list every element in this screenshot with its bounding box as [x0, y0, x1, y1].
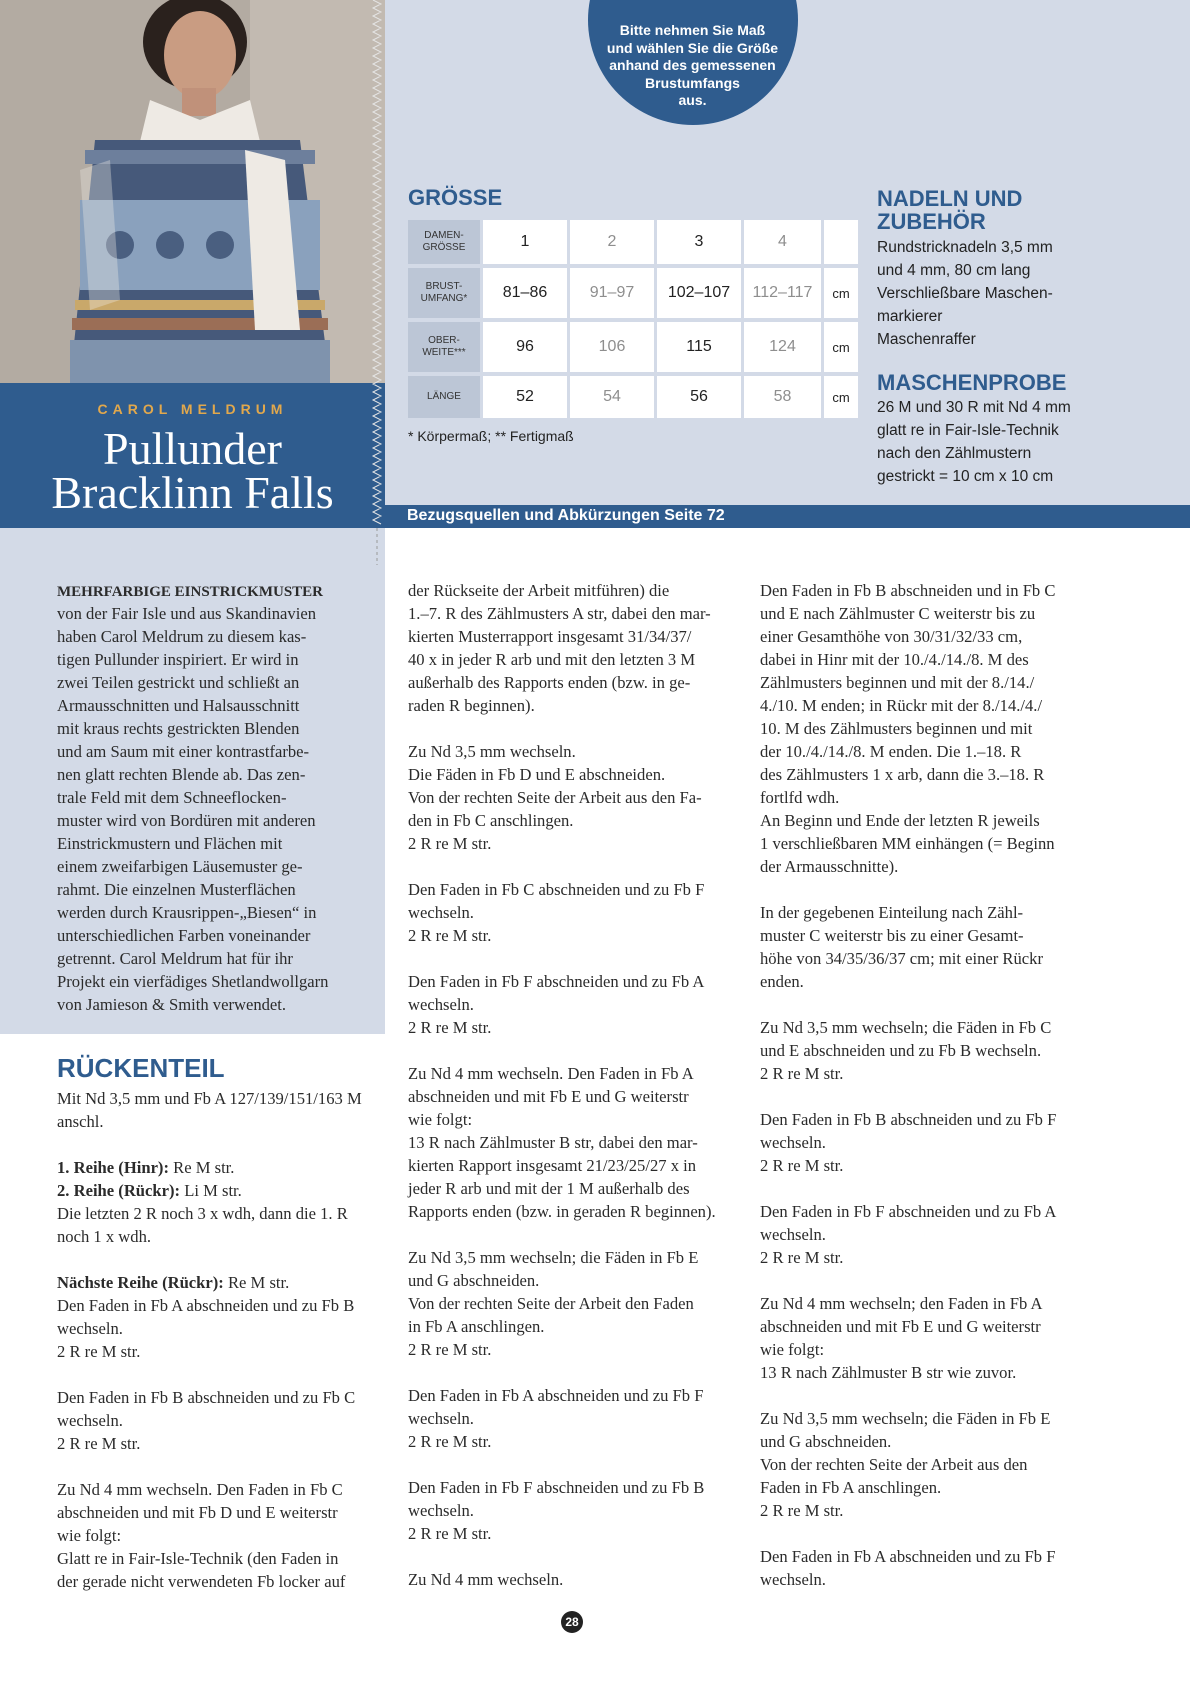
table-unit	[824, 220, 858, 264]
table-cell: 1	[483, 220, 567, 264]
table-cell: 81–86	[483, 268, 567, 318]
table-cell: 124	[744, 322, 821, 372]
table-cell: 54	[570, 376, 654, 418]
table-unit: cm	[824, 268, 858, 318]
table-unit: cm	[824, 322, 858, 372]
table-cell: 58	[744, 376, 821, 418]
author-name: CAROL MELDRUM	[97, 401, 288, 417]
needles-heading: NADELN UND ZUBEHÖR	[877, 186, 1023, 234]
gauge-heading: MASCHENPROBE	[877, 370, 1067, 395]
title-block	[0, 383, 385, 528]
table-cell: 52	[483, 376, 567, 418]
table-cell: 91–97	[570, 268, 654, 318]
table-cell: 115	[657, 322, 741, 372]
section-heading-back: RÜCKENTEIL	[57, 1053, 225, 1083]
instructions-column-2: der Rückseite der Arbeit mitführen) die 1.–7. R des Zählmusters A str, dabei den mar- kierten Musterrapport insgesamt 31/34/37/ 40 x in jeder R arb und mit den letzten 3 M außerhalb des Rapports enden (bzw. in ge- raden R beginnen). Zu Nd 3,5 mm wechseln. Die Fäden in Fb D und E abschneiden. Von der rechten Seite der Arbeit aus den Fa- den in Fb C anschlingen. 2 R re M str. Den Faden in Fb C abschneiden und zu Fb F wechseln. 2 R re M str. Den Faden in Fb F abschneiden und zu Fb A wechseln. 2 R re M str. Zu Nd 4 mm wechseln. Den Faden in Fb A abschneiden und mit Fb E und G weiterstr wie folgt: 13 R nach Zählmuster B str, dabei den mar- kierten Rapport insgesamt 21/23/25/27 x in jeder R arb und mit der 1 M außerhalb des Rapports enden (bzw. in geraden R beginnen). Zu Nd 3,5 mm wechseln; die Fäden in Fb E und G abschneiden. Von der rechten Seite der Arbeit den Faden in Fb A anschlingen. 2 R re M str. Den Faden in Fb A abschneiden und zu Fb F wechseln. 2 R re M str. Den Faden in Fb F abschneiden und zu Fb B wechseln. 2 R re M str. Zu Nd 4 mm wechseln.	[408, 581, 716, 1589]
table-cell: 56	[657, 376, 741, 418]
table-cell: 102–107	[657, 268, 741, 318]
gauge-text: 26 M und 30 R mit Nd 4 mm glatt re in Fair-Isle-Technik nach den Zählmustern gestrickt = 10 cm x 10 cm	[877, 399, 1071, 485]
table-row-label: OBER- WEITE***	[408, 322, 480, 372]
reference-bar	[385, 505, 1190, 528]
page-number: 28	[561, 1611, 583, 1633]
table-cell: 112–117	[744, 268, 821, 318]
back-instructions: Mit Nd 3,5 mm und Fb A 127/139/151/163 M anschl. 1. Reihe (Hinr): Re M str. 2. Reihe (Rückr): Li M str. Die letzten 2 R noch 3 x wdh, dann die 1. R noch 1 x wdh. Nächste Reihe (Rückr): Re M str. Den Faden in Fb A abschneiden und zu Fb B wechseln. 2 R re M str. Den Faden in Fb B abschneiden und zu Fb C wechseln. 2 R re M str. Zu Nd 4 mm wechseln. Den Faden in Fb C abschneiden und mit Fb D und E weiterstr wie folgt: Glatt re in Fair-Isle-Technik (den Faden in der gerade nicht verwendeten Fb locker auf	[57, 1089, 362, 1591]
table-cell: 4	[744, 220, 821, 264]
intro-text: MEHRFARBIGE EINSTRICKMUSTER von der Fair Isle und aus Skandinavien haben Carol Meldrum zu diesem kas- tigen Pullunder inspiriert. Er wird in zwei Teilen gestrickt und schließt an Armausschnitten und Halsausschnitt mit kraus rechts gestrickten Blenden und am Saum mit einer kontrastfarbe- nen glatt rechten Blende ab. Das zen- trale Feld mit dem Schneeflocken- muster wird von Bordüren mit anderen Einstrickmustern und Flächen mit einem zweifarbigen Läusemuster ge- rahmt. Die einzelnen Musterflächen werden durch Krausrippen-„Biesen“ in unterschiedlichen Farben voneinander getrennt. Carol Meldrum hat für ihr Projekt ein vierfädiges Shetlandwollgarn von Jamieson & Smith verwendet.	[57, 584, 329, 1014]
size-hint-text: Bitte nehmen Sie Maß und wählen Sie die Größe anhand des gemessenen Brustumfangs aus.	[606, 22, 779, 108]
stitch-edge-decoration	[367, 0, 387, 565]
page-title-line2: Bracklinn Falls	[51, 467, 334, 518]
table-row-label: LÄNGE	[408, 376, 480, 418]
sweater-model-illustration	[0, 0, 385, 383]
size-footnote: * Körpermaß; ** Fertigmaß	[408, 428, 574, 444]
model-photo	[0, 0, 385, 383]
table-cell: 96	[483, 322, 567, 372]
table-cell: 3	[657, 220, 741, 264]
table-row-label: BRUST- UMFANG*	[408, 268, 480, 318]
table-row-label: DAMEN- GRÖSSE	[408, 220, 480, 264]
needles-list: Rundstricknadeln 3,5 mm und 4 mm, 80 cm lang Verschließbare Maschen- markierer Maschenraffer	[877, 239, 1053, 348]
reference-text: Bezugsquellen und Abkürzungen Seite 72	[407, 507, 725, 524]
instructions-column-3: Den Faden in Fb B abschneiden und in Fb C und E nach Zählmuster C weiterstr bis zu einer Gesamthöhe von 30/31/32/33 cm, dabei in Hinr mit der 10./4./14./8. M des Zählmusters beginnen und mit der 8./14./ 4./10. M enden; in Rückr mit der 8./14./4./ 10. M des Zählmusters beginnen und mit der 10./4./14./8. M enden. Die 1.–18. R des Zählmusters 1 x arb, dann die 3.–18. R fortlfd wdh. An Beginn und Ende der letzten R jeweils 1 verschließbaren MM einhängen (= Beginn der Armausschnitte). In der gegebenen Einteilung nach Zähl- muster C weiterstr bis zu einer Gesamt- höhe von 34/35/36/37 cm; mit einer Rückr enden. Zu Nd 3,5 mm wechseln; die Fäden in Fb C und E abschneiden und zu Fb B wechseln. 2 R re M str. Den Faden in Fb B abschneiden und zu Fb F wechseln. 2 R re M str. Den Faden in Fb F abschneiden und zu Fb A wechseln. 2 R re M str. Zu Nd 4 mm wechseln; den Faden in Fb A abschneiden und mit Fb E und G weiterstr wie folgt: 13 R nach Zählmuster B str wie zuvor. Zu Nd 3,5 mm wechseln; die Fäden in Fb E und G abschneiden. Von der rechten Seite der Arbeit aus den Faden in Fb A anschlingen. 2 R re M str. Den Faden in Fb A abschneiden und zu Fb F wechseln.	[760, 581, 1057, 1589]
table-cell: 106	[570, 322, 654, 372]
page-title-line1: Pullunder	[103, 423, 282, 474]
size-heading: GRÖSSE	[408, 185, 503, 210]
table-unit: cm	[824, 376, 858, 418]
table-cell: 2	[570, 220, 654, 264]
